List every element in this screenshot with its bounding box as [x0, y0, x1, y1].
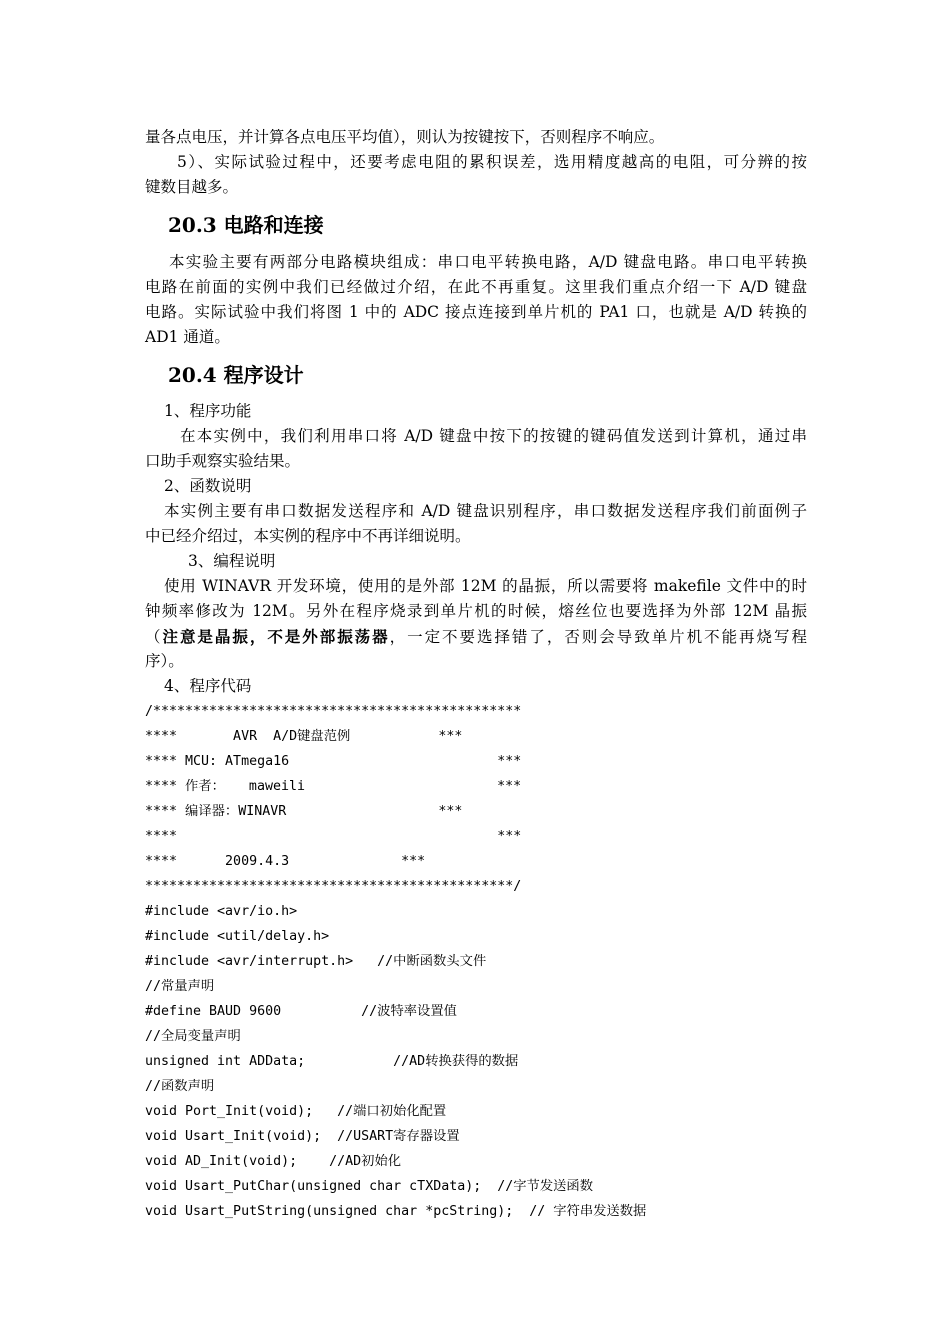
paragraph-line: 5）、实际试验过程中，还要考虑电阻的累积误差，选用精度越高的电阻，可分辨的按 [177, 153, 807, 171]
code-line: #include <util/delay.h> [145, 929, 330, 944]
code-line: void Usart_Init(void); //USART寄存器设置 [145, 1129, 460, 1144]
bold-warning: 注意是晶振，不是外部振荡器 [162, 627, 390, 646]
code-block [145, 699, 646, 1224]
code-line: **** 作者： maweili *** [145, 779, 522, 794]
paragraph-line: 使用 WINAVR 开发环境，使用的是外部 12M 的晶振，所以需要将 makefile 文件中的时 [164, 577, 807, 595]
section-heading-20-3: 20.3 电路和连接 [168, 213, 324, 237]
code-line: //全局变量声明 [145, 1029, 241, 1044]
paragraph-line: 本实例主要有串口数据发送程序和 A/D 键盘识别程序，串口数据发送程序我们前面例子 [164, 502, 807, 520]
paragraph-line: 序）。 [145, 652, 184, 670]
code-line: unsigned int ADData; //AD转换获得的数据 [145, 1054, 519, 1069]
code-line: **** MCU: ATmega16 *** [145, 754, 522, 769]
paragraph-line [145, 624, 807, 650]
code-line: void Usart_PutString(unsigned char *pcString); // 字符串发送数据 [145, 1204, 647, 1219]
subsection-label: 2、函数说明 [164, 477, 252, 495]
paragraph-line: 电路在前面的实例中我们已经做过介绍，在此不再重复。这里我们重点介绍一下 A/D 键盘 [145, 278, 807, 296]
paragraph-line: 在本实例中，我们利用串口将 A/D 键盘中按下的按键的键码值发送到计算机，通过串 [180, 427, 807, 445]
paragraph-line: 中已经介绍过，本实例的程序中不再详细说明。 [145, 527, 471, 545]
code-line: #include <avr/interrupt.h> //中断函数头文件 [145, 954, 487, 969]
code-line: **********************************************/ [145, 879, 522, 894]
paragraph-line: 钟频率修改为 12M。另外在程序烧录到单片机的时候，熔丝位也要选择为外部 12M 晶振 [145, 602, 807, 620]
code-line: **** 2009.4.3 *** [145, 854, 426, 869]
code-line: //常量声明 [145, 979, 215, 994]
paragraph-line: 键数目越多。 [145, 178, 239, 196]
code-line: //函数声明 [145, 1079, 215, 1094]
paragraph-line: 量各点电压，并计算各点电压平均值），则认为按键按下，否则程序不响应。 [145, 128, 665, 146]
code-line: **** AVR A/D键盘范例 *** [145, 729, 463, 744]
code-line: #define BAUD 9600 //波特率设置值 [145, 1004, 457, 1019]
paragraph-line: 口助手观察实验结果。 [145, 452, 301, 470]
paragraph-text: ，一定不要选择错了，否则会导致单片机不能再烧写程 [389, 628, 807, 646]
code-line: #include <avr/io.h> [145, 904, 298, 919]
section-heading-20-4: 20.4 程序设计 [168, 363, 304, 387]
paragraph-line: AD1 通道。 [145, 328, 230, 346]
code-line: **** 编译器：WINAVR *** [145, 804, 463, 819]
code-line: void AD_Init(void); //AD初始化 [145, 1154, 402, 1169]
paragraph-line: 本实验主要有两部分电路模块组成：串口电平转换电路，A/D 键盘电路。串口电平转换 [169, 253, 807, 271]
code-line: **** *** [145, 829, 522, 844]
subsection-label: 3、编程说明 [188, 552, 276, 570]
paren-open: （ [145, 628, 163, 646]
paragraph-line: 电路。实际试验中我们将图 1 中的 ADC 接点连接到单片机的 PA1 口，也就是 A/D 转换的 [145, 303, 807, 321]
code-line: /********************************************** [145, 704, 522, 719]
code-line: void Usart_PutChar(unsigned char cTXData); //字节发送函数 [145, 1179, 594, 1194]
code-line: void Port_Init(void); //端口初始化配置 [145, 1104, 447, 1119]
subsection-label: 4、程序代码 [164, 677, 252, 695]
subsection-label: 1、程序功能 [164, 402, 252, 420]
